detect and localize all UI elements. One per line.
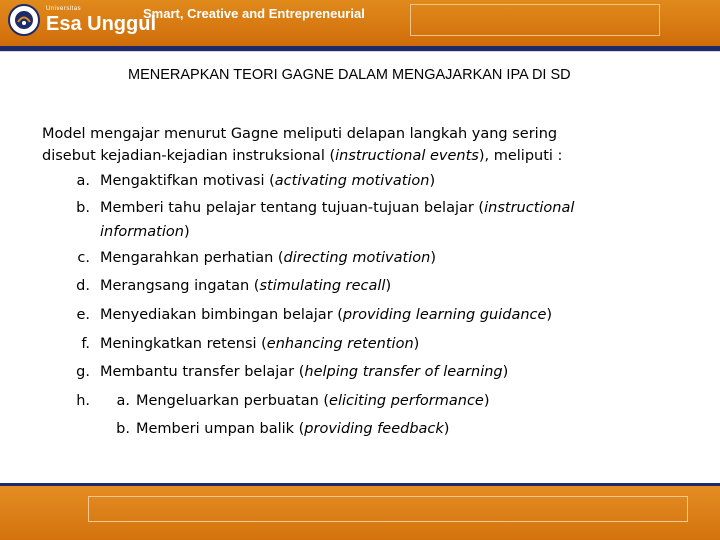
list-item-term: providing learning guidance — [342, 306, 547, 323]
list-item-close: ) — [183, 223, 190, 240]
sub-item-text: Mengeluarkan perbuatan ( — [136, 392, 330, 409]
sub-marker: b. — [116, 421, 130, 438]
slide-body — [42, 124, 692, 444]
list-marker: b. — [76, 199, 90, 216]
list-marker: d. — [76, 278, 90, 295]
intro-line-2-end: ), meliputi : — [478, 147, 563, 164]
header-decorative-box — [410, 4, 660, 36]
list-marker: g. — [76, 364, 90, 381]
intro-line-2: disebut kejadian-kejadian instruksional ( — [42, 147, 336, 164]
list-marker: e. — [76, 306, 90, 323]
footer-decorative-box — [88, 496, 688, 522]
sub-item-a — [100, 387, 692, 416]
list-item-text: Membantu transfer belajar ( — [100, 364, 305, 381]
list-item-a — [42, 167, 692, 196]
university-logo — [8, 4, 156, 36]
intro-line-1: Model mengajar menurut Gagne meliputi delapan langkah yang sering — [42, 126, 558, 142]
list-item-term: enhancing retention — [266, 335, 414, 352]
sub-item-text: Memberi umpan balik ( — [136, 421, 305, 438]
sub-marker: a. — [116, 392, 130, 409]
list-item-text: Meningkatkan retensi ( — [100, 335, 267, 352]
list-item-text: Merangsang ingatan ( — [100, 278, 260, 295]
list-marker: c. — [77, 249, 90, 266]
list-item-close: ) — [430, 249, 436, 266]
header-bar — [0, 0, 720, 46]
list-item-close: ) — [546, 306, 553, 323]
list-item-text: Mengaktifkan motivasi ( — [100, 173, 275, 190]
slide-title: MENERAPKAN TEORI GAGNE DALAM MENGAJARKAN IPA DI SD — [128, 67, 571, 83]
list-item-close: ) — [429, 173, 436, 190]
intro-term: instructional events — [335, 147, 479, 164]
logo-name-text: Esa Unggul — [46, 12, 157, 35]
intro-paragraph — [42, 124, 692, 167]
logo-small-text: Universitas — [46, 5, 82, 12]
list-item-g — [42, 358, 692, 387]
sub-item-close: ) — [443, 421, 450, 438]
list-item-close: ) — [502, 364, 509, 381]
list-item-c — [42, 244, 692, 273]
list-item-e — [42, 301, 692, 330]
list-marker: f. — [81, 335, 90, 352]
sub-item-b — [100, 415, 692, 444]
list-item-close: ) — [413, 335, 420, 352]
list-item-h — [42, 387, 692, 444]
logo-emblem-icon — [8, 4, 40, 36]
list-item-term: instructional — [484, 199, 575, 216]
list-marker: h. — [76, 392, 90, 409]
list-item-d — [42, 272, 692, 301]
list-item-text: Memberi tahu pelajar tentang tujuan-tujuan belajar ( — [100, 199, 485, 216]
list-item-b — [42, 196, 692, 244]
list-marker: a. — [76, 173, 90, 190]
list-item-term: helping transfer of learning — [304, 364, 503, 381]
list-item-term-cont: information — [100, 223, 184, 240]
list-item-term: directing motivation — [283, 249, 431, 266]
sub-item-close: ) — [483, 392, 490, 409]
sub-item-term: eliciting performance — [329, 392, 484, 409]
list-item-text: Menyediakan bimbingan belajar ( — [100, 306, 343, 323]
list-item-text: Mengarahkan perhatian ( — [100, 249, 284, 266]
tagline: Smart, Creative and Entrepreneurial — [143, 6, 365, 21]
list-item-term: activating motivation — [274, 173, 430, 190]
sub-item-term: providing feedback — [304, 421, 444, 438]
list-item-close: ) — [385, 278, 392, 295]
list-item-f — [42, 330, 692, 359]
list-item-term: stimulating recall — [259, 278, 386, 295]
